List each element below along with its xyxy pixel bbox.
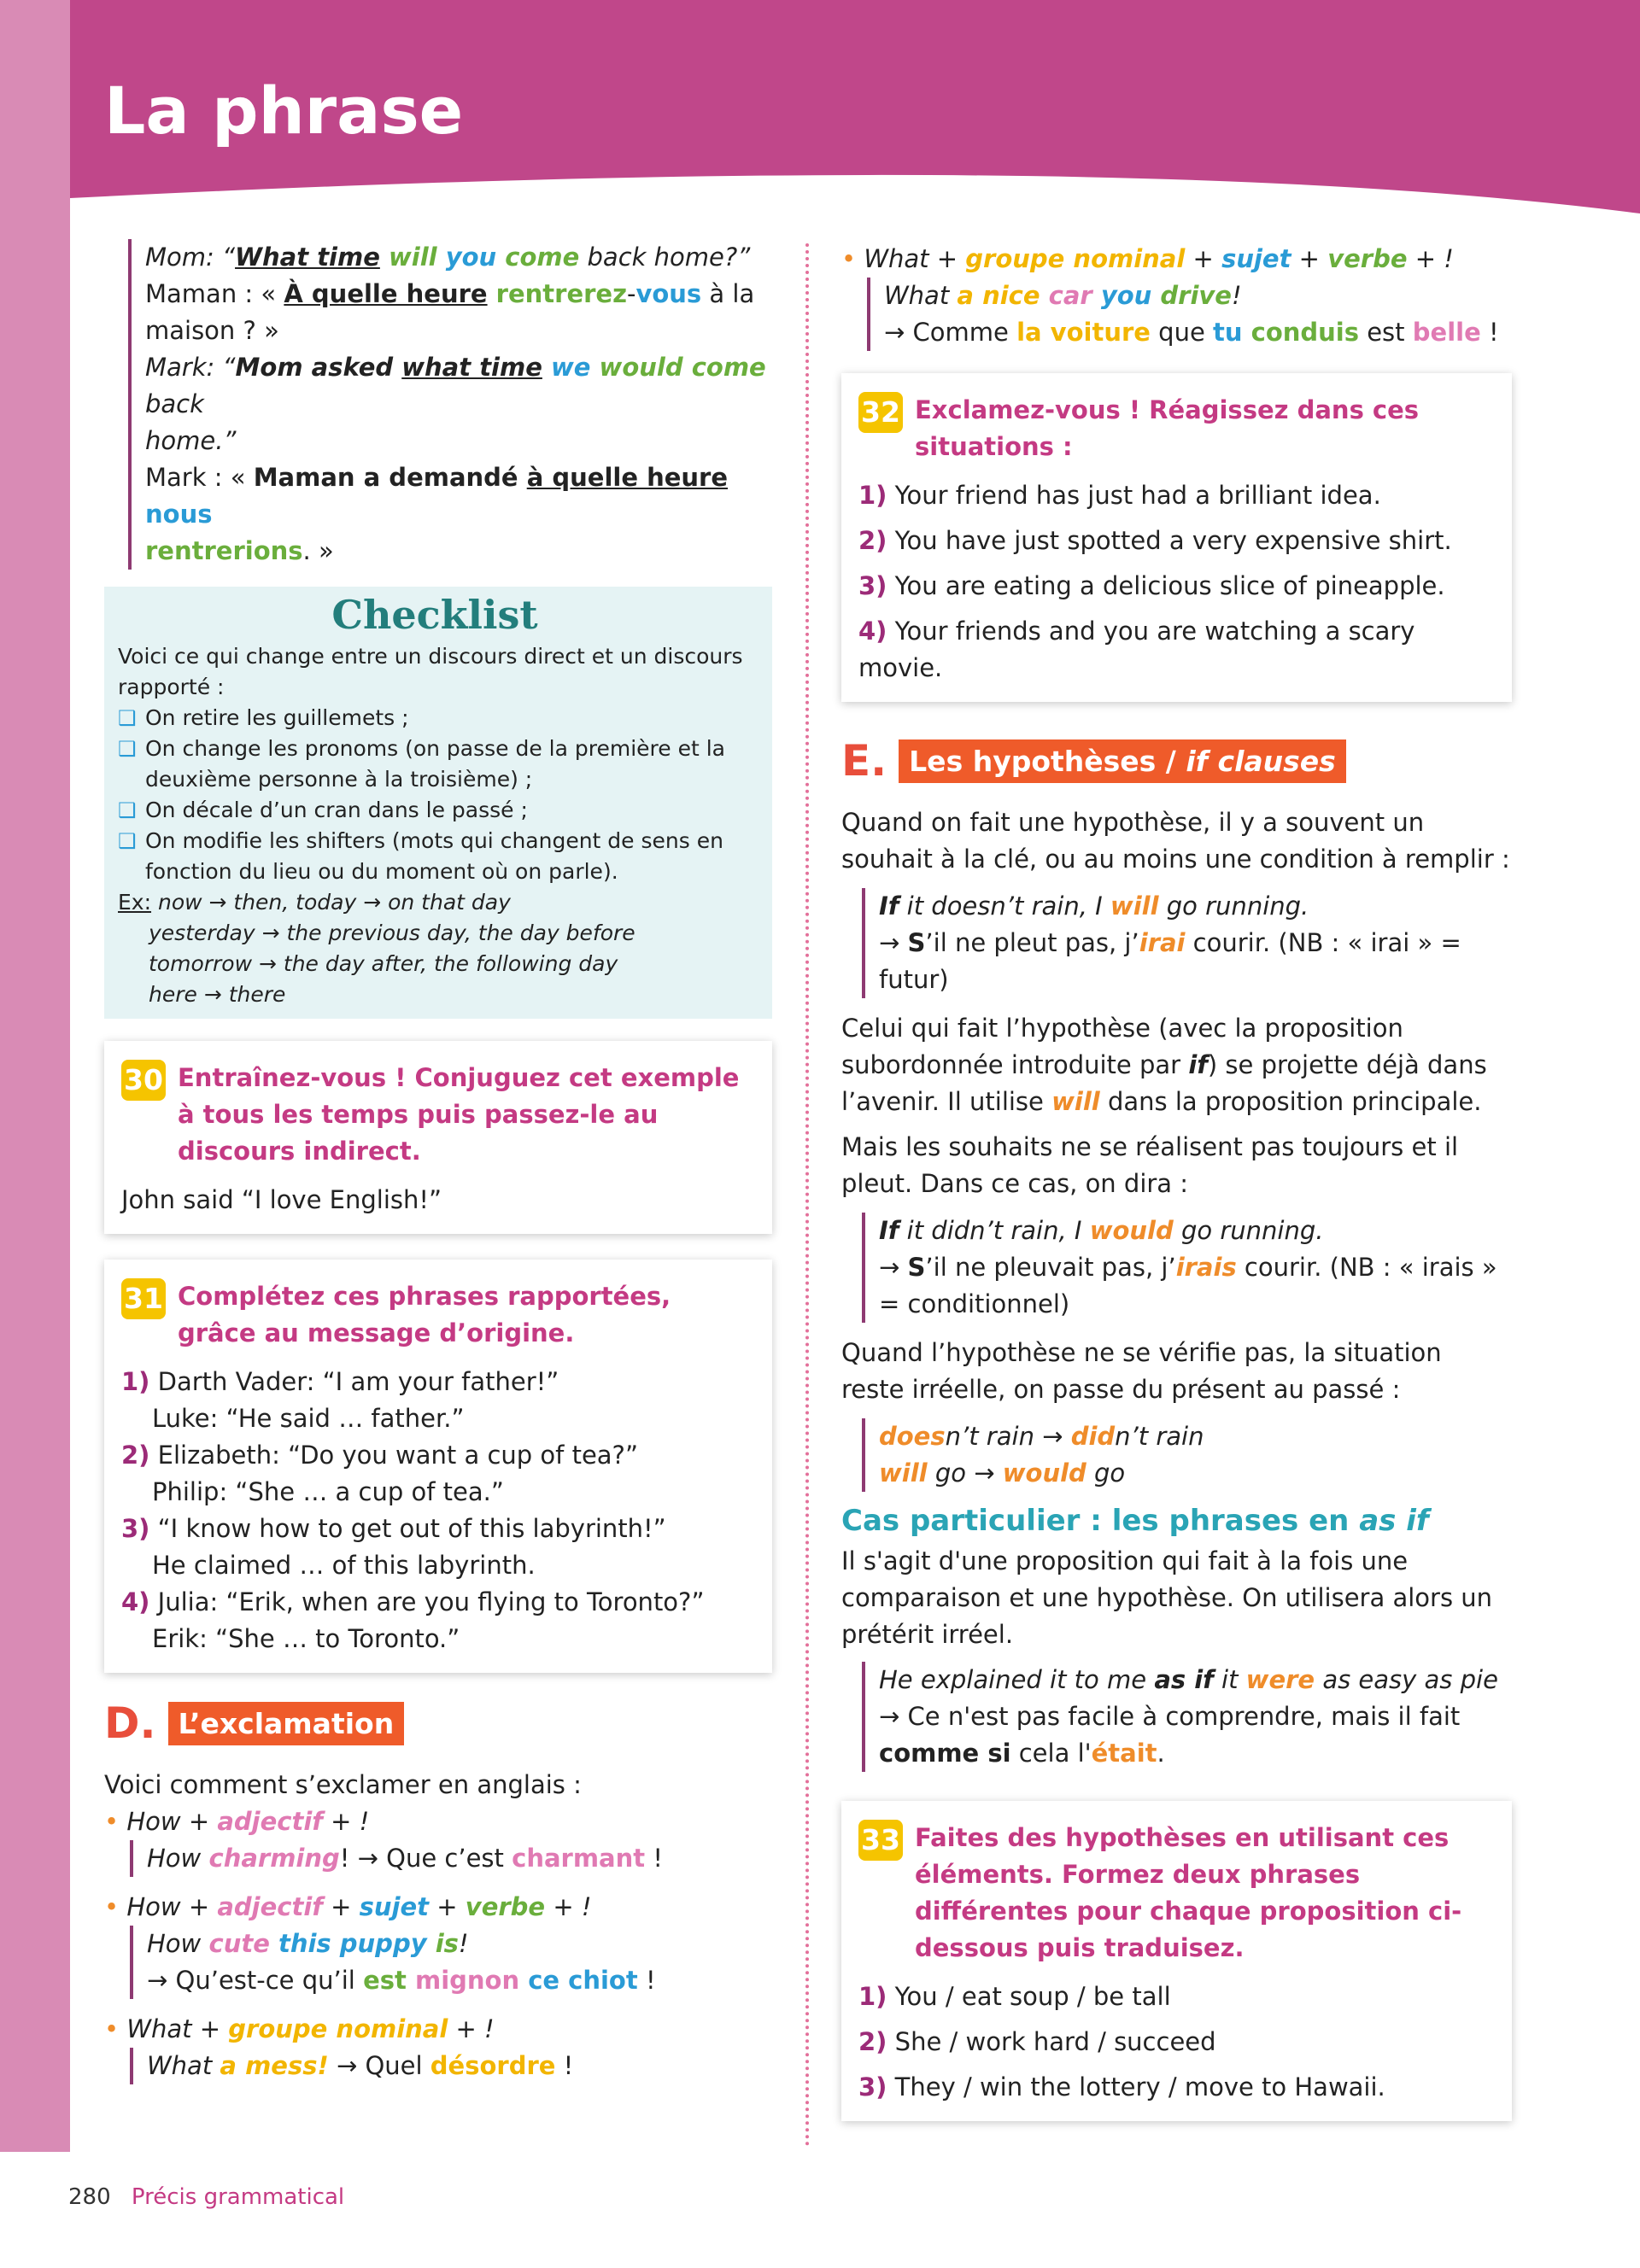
exercise-number-badge: 30 bbox=[121, 1060, 166, 1101]
exercise-item: 4) Julia: “Erik, when are you flying to Toronto?” Erik: “She … to Toronto.” bbox=[121, 1587, 705, 1653]
exercise-item: 2) You have just spotted a very expensive shirt. bbox=[858, 526, 1452, 555]
example-quote: If it didn’t rain, I would go running. → S’il ne pleuvait pas, j’irais courir. (NB : « irais » = conditionnel) bbox=[862, 1213, 1512, 1323]
page-footer bbox=[68, 2184, 344, 2210]
rule-bullet: • How + adjectif + ! bbox=[104, 1807, 370, 1836]
checklist-intro: Voici ce qui change entre un discours direct et un discours rapporté : bbox=[118, 644, 743, 699]
exercise-item: 3) “I know how to get out of this labyrinth!” He claimed … of this labyrinth. bbox=[121, 1514, 666, 1580]
paragraph: Quand l’hypothèse ne se vérifie pas, la situation reste irréelle, on passe du présent au passé : bbox=[841, 1338, 1442, 1404]
right-column bbox=[841, 241, 1512, 2147]
exercise-item: 2) She / work hard / succeed bbox=[858, 2027, 1216, 2056]
reported-speech-example: Mom: “What time will you come back home?” Maman : « À quelle heure rentrerez-vous à la maison ? » Mark: “Mom asked what time we would come back home.” Mark : « Maman a demandé à quelle heure nous rentrerions. » bbox=[128, 239, 772, 570]
paragraph: Mais les souhaits ne se réalisent pas toujours et il pleut. Dans ce cas, on dira : bbox=[841, 1132, 1459, 1198]
example-quote: How cute this puppy is! → Qu’est-ce qu’il est mignon ce chiot ! bbox=[130, 1926, 772, 1999]
exercise-item: 1) Your friend has just had a brilliant idea. bbox=[858, 481, 1381, 510]
exercise-32-card bbox=[841, 373, 1512, 702]
checkbox-icon: ❑ bbox=[118, 737, 137, 761]
example-line: tomorrow → the day after, the following day bbox=[149, 951, 618, 976]
section-letter: E. bbox=[841, 736, 887, 786]
section-label: L’exclamation bbox=[168, 1702, 405, 1745]
page-number: 280 bbox=[68, 2184, 111, 2210]
example-quote: doesn’t rain → didn’t rain will go → would go bbox=[862, 1418, 1512, 1492]
exercise-item: 2) Elizabeth: “Do you want a cup of tea?” Philip: “She … a cup of tea.” bbox=[121, 1441, 638, 1506]
side-band bbox=[0, 0, 70, 2152]
exercise-item: 1) Darth Vader: “I am your father!” Luke: “He said … father.” bbox=[121, 1367, 559, 1433]
checkbox-icon: ❑ bbox=[118, 798, 137, 822]
exercise-item: 1) You / eat soup / be tall bbox=[858, 1982, 1171, 2011]
paragraph: Celui qui fait l’hypothèse (avec la proposition subordonnée introduite par if) se projette déjà dans l’avenir. Il utilise will dans la proposition principale. bbox=[841, 1014, 1487, 1116]
example-quote: If it doesn’t rain, I will go running. → S’il ne pleut pas, j’irai courir. (NB : « irai » = futur) bbox=[862, 888, 1512, 998]
example-quote: What a mess! → Quel désordre ! bbox=[130, 2048, 772, 2084]
example-line: here → there bbox=[149, 982, 286, 1007]
exercise-31-card bbox=[104, 1260, 772, 1673]
exercise-item: 4) Your friends and you are watching a scary movie. bbox=[858, 617, 1415, 682]
checklist-item: ❑ On change les pronoms (on passe de la première et la deuxième personne à la troisième) ; bbox=[118, 734, 752, 795]
paragraph: Quand on fait une hypothèse, il y a souvent un souhait à la clé, ou au moins une condition à remplir : bbox=[841, 808, 1510, 874]
example-quote: How charming! → Que c’est charmant ! bbox=[130, 1840, 772, 1877]
footer-label: Précis grammatical bbox=[131, 2184, 345, 2210]
rule-bullet: • What + groupe nominal + sujet + verbe + ! bbox=[841, 244, 1454, 273]
example-line: Ex: now → then, today → on that day bbox=[118, 890, 511, 915]
checklist-title: Checklist bbox=[331, 592, 538, 638]
exercise-number-badge: 31 bbox=[121, 1278, 166, 1319]
exercise-item: 3) They / win the lottery / move to Hawaii. bbox=[858, 2072, 1385, 2101]
checkbox-icon: ❑ bbox=[118, 706, 137, 730]
section-intro: Voici comment s’exclamer en anglais : bbox=[104, 1770, 582, 1799]
checklist-item: ❑ On modifie les shifters (mots qui changent de sens en fonction du lieu ou du moment où on parle). bbox=[118, 826, 752, 887]
example-quote: He explained it to me as if it were as easy as pie → Ce n'est pas facile à comprendre, mais il fait comme si cela l'était. bbox=[862, 1662, 1512, 1772]
paragraph: Il s'agit d'une proposition qui fait à la fois une comparaison et une hypothèse. On utilisera alors un prétérit irréel. bbox=[841, 1546, 1493, 1649]
left-column bbox=[104, 239, 772, 2096]
checklist-item: ❑ On retire les guillemets ; bbox=[118, 703, 752, 734]
column-divider bbox=[805, 243, 809, 2148]
exercise-item: 3) You are eating a delicious slice of pineapple. bbox=[858, 571, 1445, 600]
section-label: Les hypothèses / if clauses bbox=[899, 739, 1346, 783]
exercise-number-badge: 33 bbox=[858, 1820, 903, 1861]
rule-bullet: • What + groupe nominal + ! bbox=[104, 2014, 495, 2043]
exercise-title: Complétez ces phrases rapportées, grâce au message d’origine. bbox=[178, 1282, 671, 1347]
checkbox-icon: ❑ bbox=[118, 829, 137, 853]
page-title: La phrase bbox=[104, 73, 464, 149]
exercise-30-card bbox=[104, 1041, 772, 1234]
exercise-title: Exclamez-vous ! Réagissez dans ces situations : bbox=[915, 395, 1420, 461]
exercise-title: Entraînez-vous ! Conjuguez cet exemple à tous les temps puis passez-le au discours indirect. bbox=[178, 1063, 740, 1166]
section-letter: D. bbox=[104, 1698, 156, 1748]
checklist-box bbox=[104, 587, 772, 1019]
exercise-title: Faites des hypothèses en utilisant ces éléments. Formez deux phrases différentes pour chaque proposition ci-dessous puis traduisez. bbox=[915, 1823, 1462, 1962]
checklist-item: ❑ On décale d’un cran dans le passé ; bbox=[118, 795, 752, 826]
subsection-title: Cas particulier : les phrases en as if bbox=[841, 1504, 1429, 1538]
exercise-number-badge: 32 bbox=[858, 392, 903, 433]
exercise-body: John said “I love English!” bbox=[121, 1185, 442, 1214]
section-e-heading bbox=[841, 736, 1512, 786]
exercise-33-card bbox=[841, 1801, 1512, 2121]
example-quote: What a nice car you drive! → Comme la voiture que tu conduis est belle ! bbox=[867, 278, 1512, 351]
rule-bullet: • How + adjectif + sujet + verbe + ! bbox=[104, 1892, 592, 1921]
example-line: yesterday → the previous day, the day before bbox=[149, 921, 636, 945]
section-d-heading bbox=[104, 1698, 772, 1748]
